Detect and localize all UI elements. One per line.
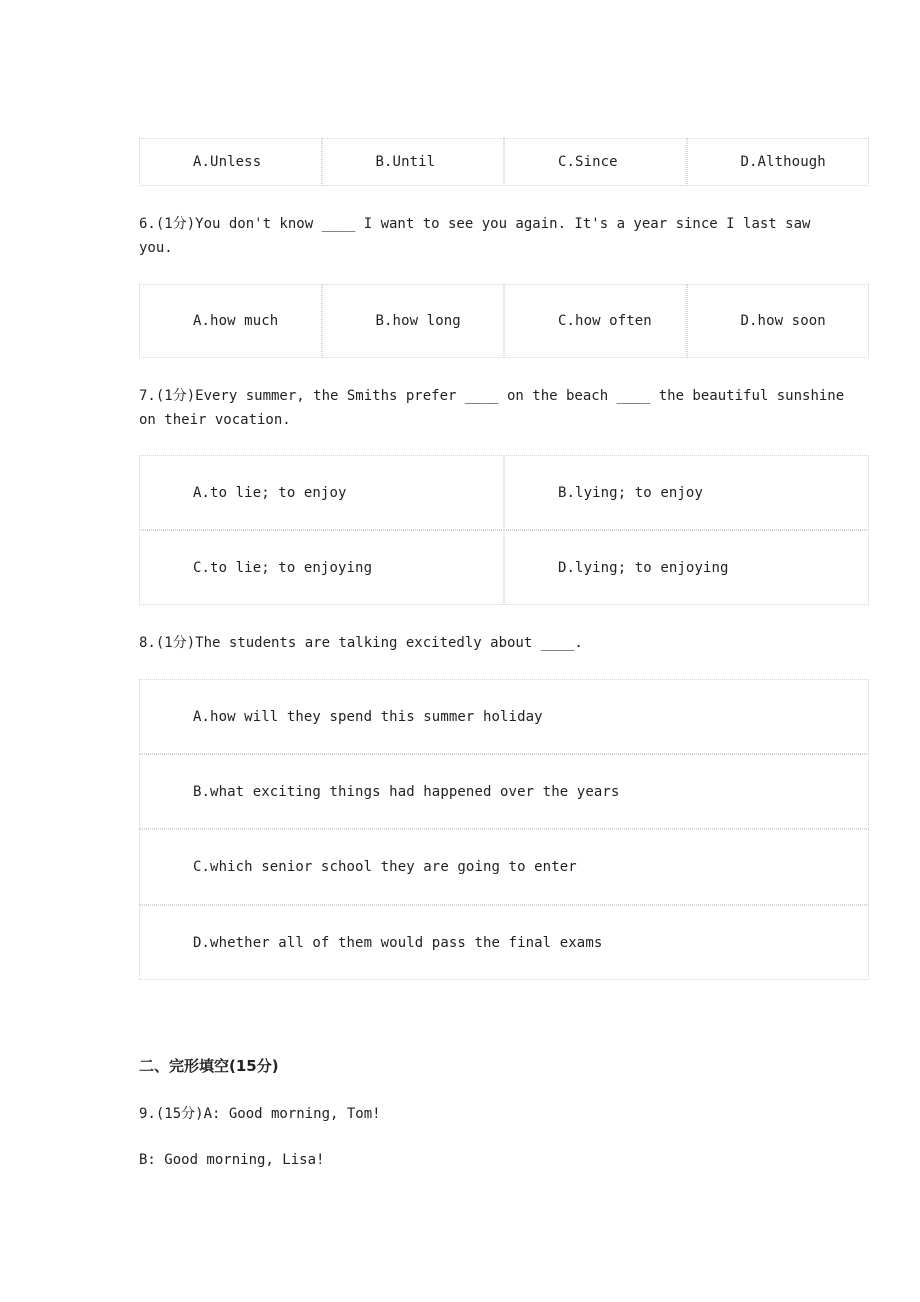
q9-stem: 9.(15分)A: Good morning, Tom! [139,1106,381,1122]
q8-option-row-a [139,679,869,754]
option-label: D.Although [740,154,826,170]
q7-option-a[interactable] [139,455,504,530]
option-label: B.lying; to enjoy [558,484,703,501]
q5-option-d[interactable] [687,138,870,186]
q5-option-b[interactable] [322,138,505,186]
q8-option-a[interactable] [139,679,869,754]
option-label: B.how long [375,313,461,329]
q8-option-row-c [139,829,869,905]
q8-option-b[interactable] [139,754,869,829]
q8-stem: 8.(1分)The students are talking excitedly about ____. [139,635,583,651]
q7-options-row-1 [139,455,869,530]
q7-stem: 7.(1分)Every summer, the Smiths prefer ____ on the beach ____ the beautiful sunshine on their vocation. [139,388,845,428]
q7-options-row-2 [139,530,869,605]
q6-option-c[interactable] [504,284,687,358]
section-heading: 二、完形填空(15分) [139,1057,279,1075]
option-label: C.which senior school they are going to enter [193,859,577,875]
option-label: C.to lie; to enjoying [193,559,373,576]
option-label: C.how often [558,313,652,329]
dialogue-line: B: Good morning, Lisa! [139,1152,325,1168]
q8-option-row-b [139,754,869,829]
q8-option-d[interactable] [139,905,869,980]
option-label: D.whether all of them would pass the final exams [193,934,603,951]
q8-option-c[interactable] [139,829,869,905]
option-label: D.how soon [740,313,826,329]
q5-option-a[interactable] [139,138,322,186]
q5-options [139,138,869,186]
q7-option-b[interactable] [504,455,869,530]
q8-option-row-d [139,905,869,980]
option-label: B.Until [375,154,436,170]
q7-option-d[interactable] [504,530,869,605]
option-label: D.lying; to enjoying [558,559,729,576]
option-label: C.Since [558,154,618,170]
option-label: A.Unless [193,154,262,170]
option-label: A.to lie; to enjoy [193,484,347,501]
q6-option-d[interactable] [687,284,870,358]
q6-stem: 6.(1分)You don't know ____ I want to see you again. It's a year since I last saw you. [139,216,811,256]
option-label: A.how will they spend this summer holiday [193,708,543,725]
option-label: A.how much [193,313,279,329]
q7-option-c[interactable] [139,530,504,605]
q6-option-b[interactable] [322,284,505,358]
q6-options [139,284,869,358]
q6-option-a[interactable] [139,284,322,358]
option-label: B.what exciting things had happened over the years [193,783,620,800]
q5-option-c[interactable] [504,138,687,186]
